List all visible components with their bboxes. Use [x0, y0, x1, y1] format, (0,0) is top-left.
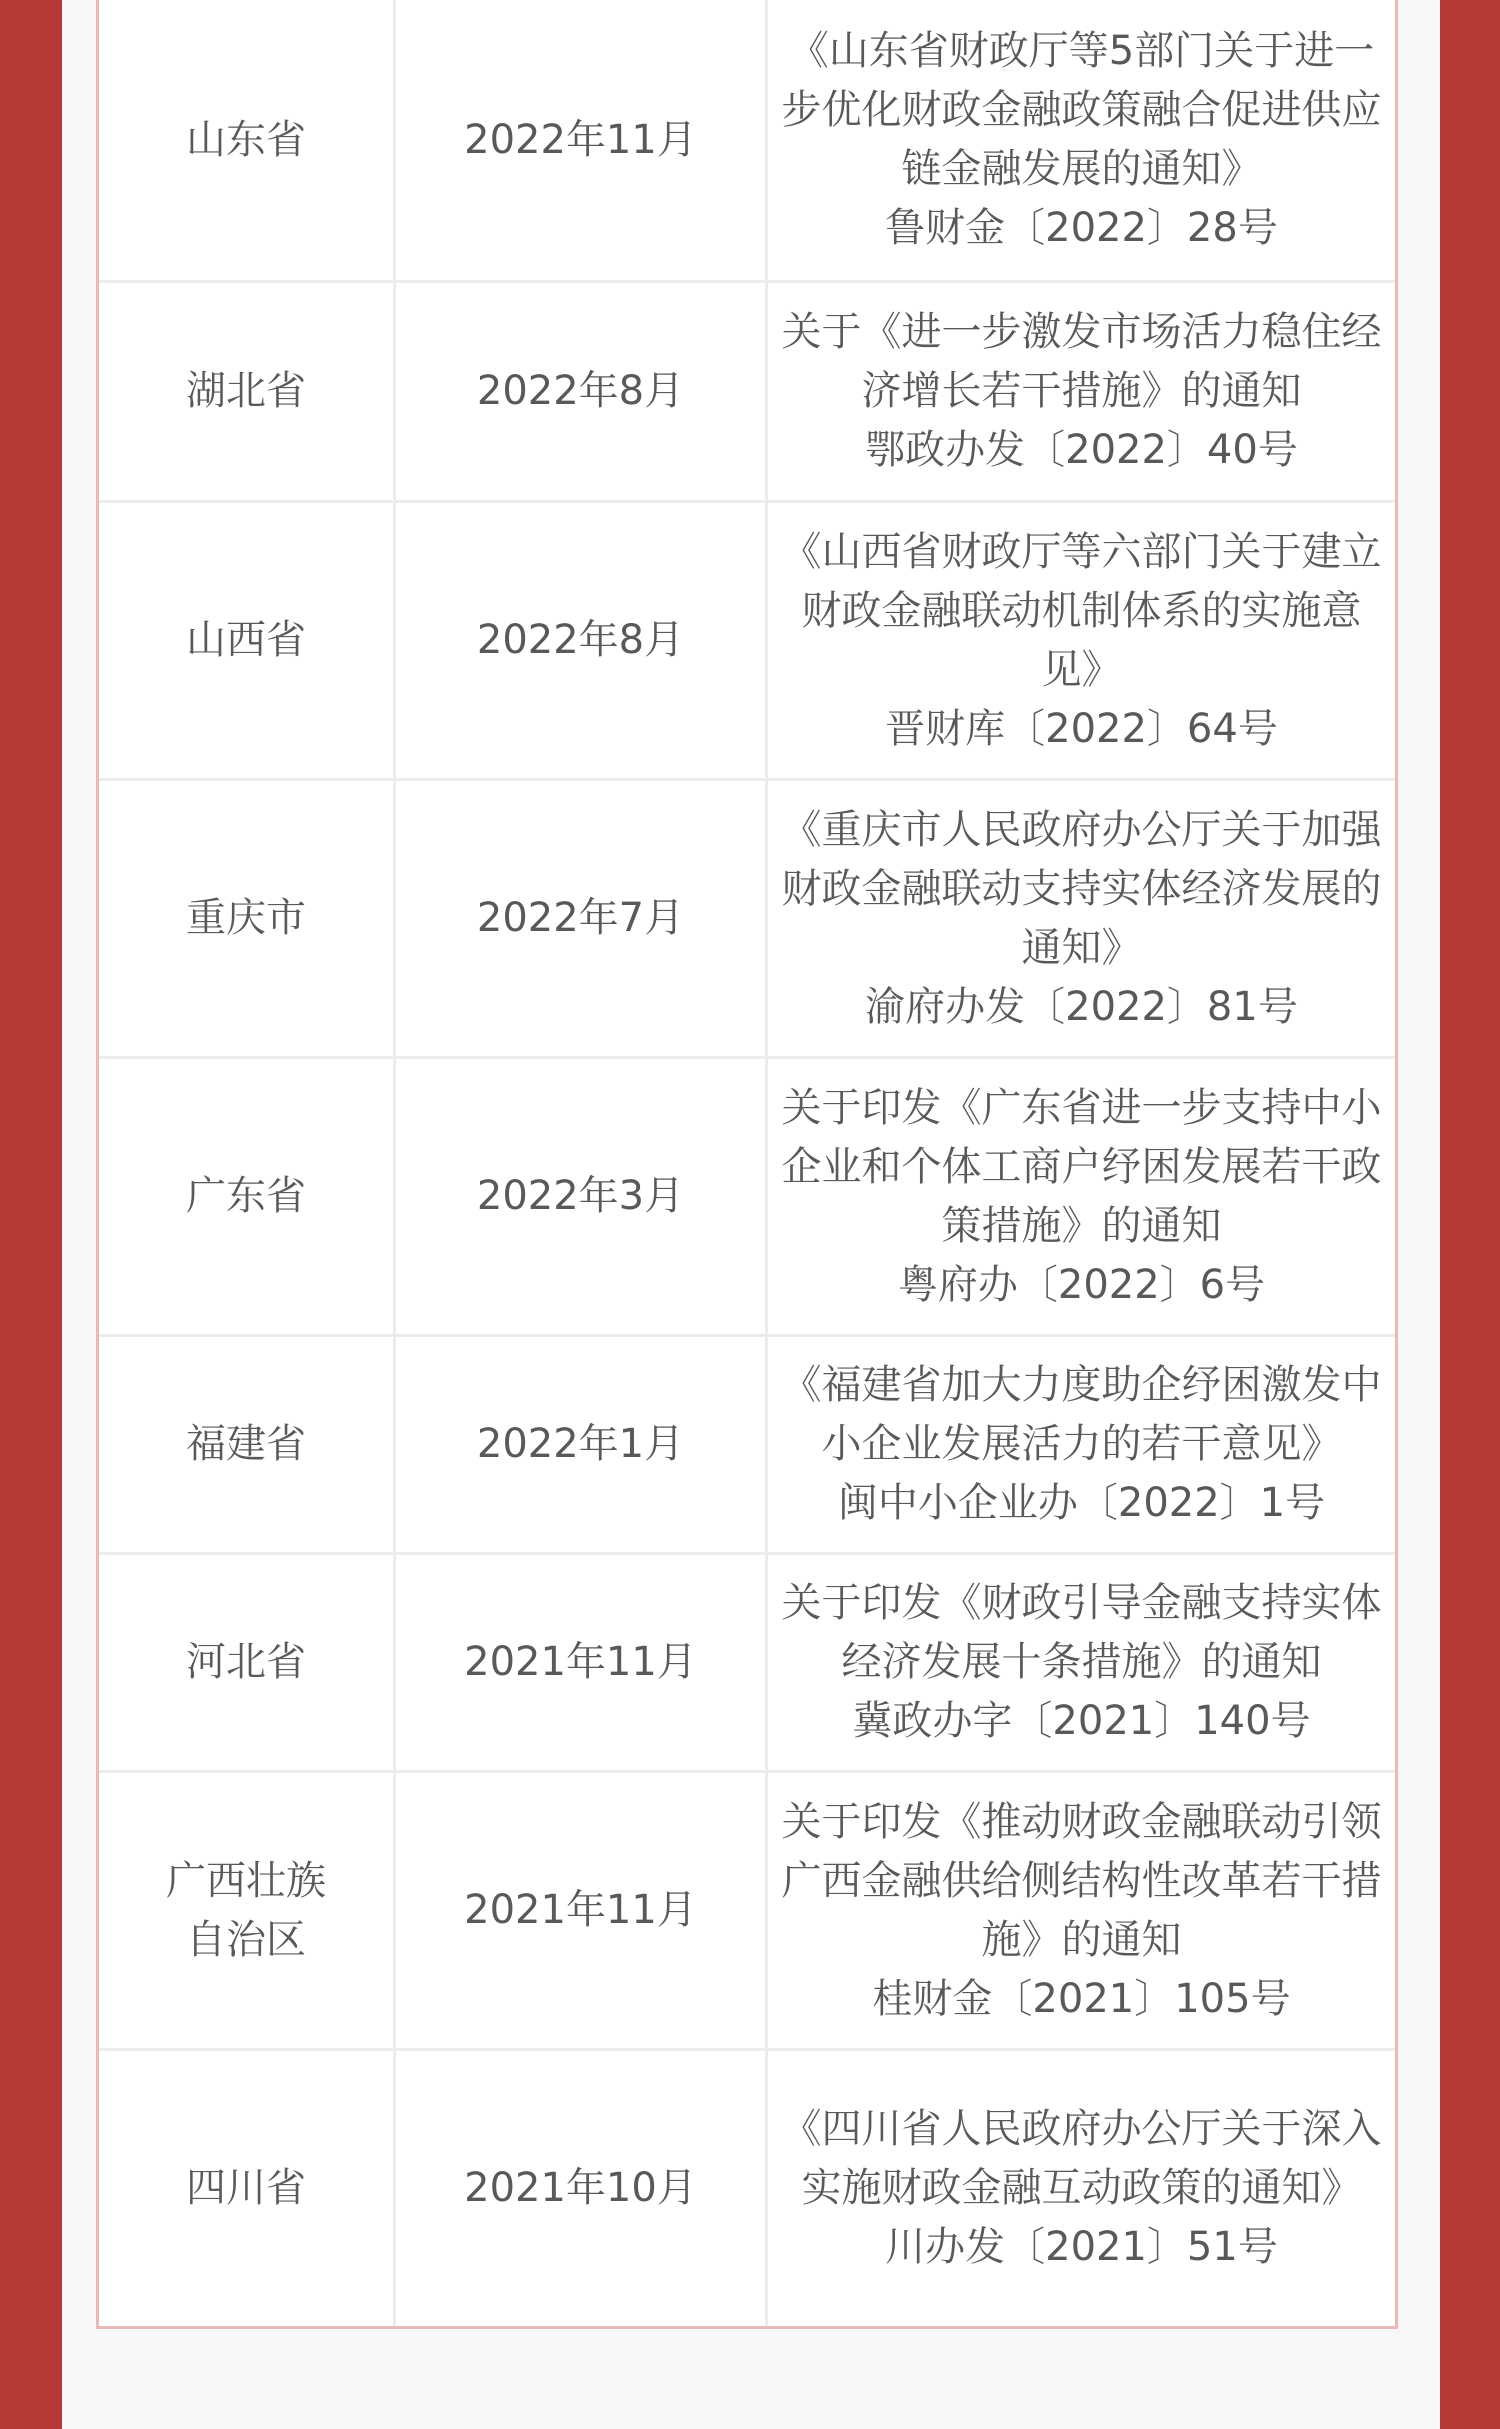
- policy-title: 《山西省财政厅等六部门关于建立财政金融联动机制体系的实施意见》: [781, 528, 1382, 693]
- policy-cell: [768, 283, 1395, 500]
- policy-doc-number: 渝府办发〔2022〕81号: [865, 983, 1298, 1030]
- region-cell: 重庆市: [99, 781, 396, 1056]
- date-cell: 2022年11月: [396, 0, 768, 280]
- policy-title: 《重庆市人民政府办公厅关于加强财政金融联动支持实体经济发展的通知》: [781, 806, 1382, 971]
- policy-title: 关于印发《广东省进一步支持中小企业和个体工商户纾困发展若干政策措施》的通知: [781, 1084, 1382, 1249]
- region-cell: 山西省: [99, 503, 396, 778]
- policy-doc-number: 鲁财金〔2022〕28号: [885, 205, 1278, 251]
- table-row: [99, 1552, 1395, 1770]
- policy-title: 关于印发《推动财政金融联动引领广西金融供给侧结构性改革若干措施》的通知: [781, 1798, 1382, 1963]
- date-cell: 2021年11月: [396, 1555, 768, 1770]
- table-row: [99, 1056, 1395, 1334]
- policy-cell: [768, 1337, 1395, 1552]
- policy-title: 关于《进一步激发市场活力稳住经济增长若干措施》的通知: [781, 309, 1382, 414]
- policy-cell: [768, 0, 1395, 280]
- policy-doc-number: 冀政办字〔2021〕140号: [852, 1698, 1311, 1744]
- date-cell: 2021年10月: [396, 2051, 768, 2326]
- content-panel: [62, 0, 1440, 2429]
- table-row: [99, 0, 1395, 280]
- policy-title: 《福建省加大力度助企纾困激发中小企业发展活力的若干意见》: [781, 1362, 1382, 1467]
- region-label: 广西壮族自治区: [166, 1857, 326, 1963]
- date-cell: 2022年3月: [396, 1059, 768, 1334]
- table-row: [99, 2048, 1395, 2326]
- table-row: [99, 500, 1395, 778]
- table-row: [99, 1770, 1395, 2048]
- region-cell: 山东省: [99, 0, 396, 280]
- date-cell: 2022年8月: [396, 283, 768, 500]
- policy-cell: [768, 1555, 1395, 1770]
- policy-doc-number: 粤府办〔2022〕6号: [897, 1261, 1266, 1308]
- policy-doc-number: 桂财金〔2021〕105号: [872, 1975, 1291, 2022]
- region-cell: 河北省: [99, 1555, 396, 1770]
- policy-table: [96, 0, 1398, 2329]
- policy-doc-number: 鄂政办发〔2022〕40号: [865, 427, 1298, 473]
- region-cell: 广东省: [99, 1059, 396, 1334]
- region-cell: 四川省: [99, 2051, 396, 2326]
- policy-cell: [768, 1059, 1395, 1334]
- date-cell: 2022年7月: [396, 781, 768, 1056]
- table-row: [99, 1334, 1395, 1552]
- region-cell: 福建省: [99, 1337, 396, 1552]
- policy-title: 《山东省财政厅等5部门关于进一步优化财政金融政策融合促进供应链金融发展的通知》: [781, 28, 1382, 192]
- table-row: [99, 778, 1395, 1056]
- date-cell: 2021年11月: [396, 1773, 768, 2048]
- date-cell: 2022年8月: [396, 503, 768, 778]
- table-row: [99, 280, 1395, 500]
- policy-doc-number: 川办发〔2021〕51号: [885, 2224, 1278, 2270]
- policy-doc-number: 晋财库〔2022〕64号: [885, 705, 1278, 752]
- region-cell: 湖北省: [99, 283, 396, 500]
- policy-cell: [768, 781, 1395, 1056]
- policy-cell: [768, 1773, 1395, 2048]
- region-cell: [99, 1773, 396, 2048]
- policy-cell: [768, 503, 1395, 778]
- date-cell: 2022年1月: [396, 1337, 768, 1552]
- policy-title: 关于印发《财政引导金融支持实体经济发展十条措施》的通知: [781, 1580, 1382, 1685]
- policy-title: 《四川省人民政府办公厅关于深入实施财政金融互动政策的通知》: [781, 2106, 1382, 2211]
- policy-cell: [768, 2051, 1395, 2326]
- policy-doc-number: 闽中小企业办〔2022〕1号: [837, 1480, 1326, 1526]
